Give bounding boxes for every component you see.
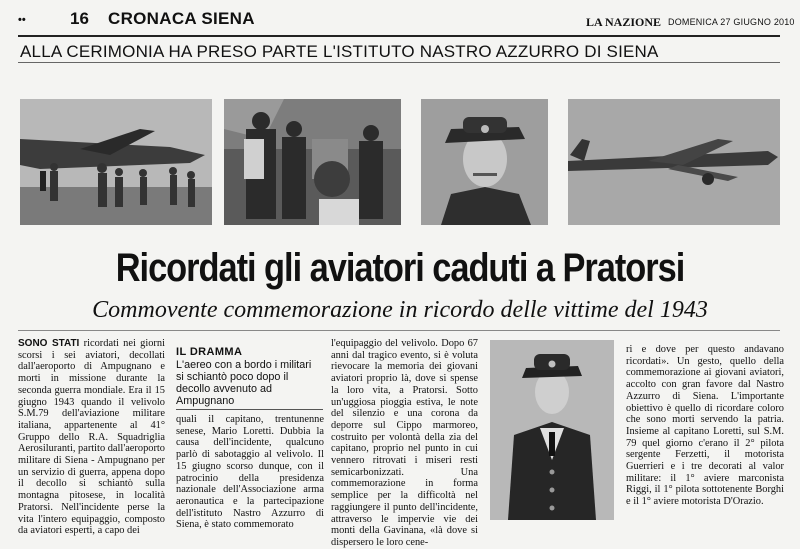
header-rule bbox=[18, 35, 780, 37]
header-mark: •• bbox=[18, 14, 26, 26]
kicker-rule bbox=[18, 62, 780, 63]
photo-ceremony bbox=[224, 99, 401, 225]
headline-rule bbox=[18, 330, 780, 331]
column-3-text: l'equipaggio del velivolo. Dopo 67 anni dal tragico evento, si è voluta rievocare la memoria dei giovani aviatori proprio là, dove si spense la loro vita, a Pratorsi. Sotto un'uggiosa pioggia estiva, le note del silenzio e una corona da deporre sul Cippo marmoreo, costruito per volontà della zia del capitano, proprio nel punto in cui vennero ritrovati i miseri resti semicarbonizzati. Una commemorazione in forma semplice per la difficoltà nel raggiungere il punto dell'incidente, attraverso le impervie vie dei monti della Gavinana, «là dove si dispersero le loro cene- bbox=[331, 338, 478, 548]
article-column-2 bbox=[176, 414, 324, 531]
page-number: 16 bbox=[70, 9, 89, 28]
box-rule bbox=[176, 409, 323, 410]
kicker-line: ALLA CERIMONIA HA PRESO PARTE L'ISTITUTO NASTRO AZZURRO DI SIENA bbox=[20, 42, 659, 61]
box-text: L'aereo con a bordo i militari si schiantò poco dopo il decollo avvenuto ad Ampugnano bbox=[176, 359, 312, 407]
headline: Ricordati gli aviatori caduti a Pratorsi bbox=[115, 246, 685, 290]
column-5-text: ri e dove per questo andavano ricordati». Un gesto, quello della commemorazione ai giovani aviatori, accolto con gran favore dal Nastro Azzurro di Siena. L'importante obiettivo è quello di ricordare coloro che sono morti servendo la patria. Insieme al capitano Loretti, sul S.M. 79 quel giorno c'erano il 2° pilota sergente Ferzetti, il motorista Guerrieri e i tre decorati al valor militare: il 1° aviere marconista Riggi, il 1° pilota sottotenente Borghi e il 1° aviere motorista D'Orazio. bbox=[626, 344, 784, 508]
photo-portrait-pilot bbox=[421, 99, 548, 225]
column-2-text: quali il capitano, trentunenne senese, Mario Loretti. Dubbia la causa dell'incidente, qualcuno parlò di sabotaggio al velivolo. Il 15 giugno scorso dunque, con il patrocinio della presidenza nazionale dell'Associazione arma aeronautica e la partecipazione dell'istituto Nastro Azzurro di Siena, è stato commemorato bbox=[176, 414, 324, 531]
issue-date: DOMENICA 27 GIUGNO 2010 bbox=[668, 17, 795, 27]
column-1-text: ricordati nei giorni scorsi i sei aviatori, decollati dall'aeroporto di Ampugnano e morti in missione durante la seconda guerra mondiale. Era il 15 giugno 1943 quando il velivolo S.M.79 dell'aviazione militare italiana, appartenente al 41° Gruppo dello R.A. Squadriglia Aerosiluranti, partito dall'aeroporto militare di Siena - Ampugnano per un servizio di guerra, appena dopo il decollo si schiantò sulla montagna pitosese, in località Pratorsi. Nell'incidente perse la vita l'intero equipaggio, composto da aviatori esperti, a capo dei bbox=[18, 338, 166, 537]
subheadline: Commovente commemorazione in ricordo delle vittime del 1943 bbox=[92, 297, 708, 323]
article-column-1 bbox=[18, 338, 166, 537]
photo-airplane-ground bbox=[20, 99, 212, 225]
article-lead: SONO STATI bbox=[18, 338, 80, 349]
article-column-5 bbox=[626, 344, 784, 520]
photo-portrait-captain bbox=[490, 340, 614, 520]
box-label: IL DRAMMA bbox=[176, 346, 243, 358]
photo-airplane-flight bbox=[568, 99, 780, 225]
article-column-3 bbox=[331, 338, 478, 548]
newspaper-name: LA NAZIONE bbox=[586, 15, 662, 29]
section-title: CRONACA SIENA bbox=[108, 9, 255, 28]
